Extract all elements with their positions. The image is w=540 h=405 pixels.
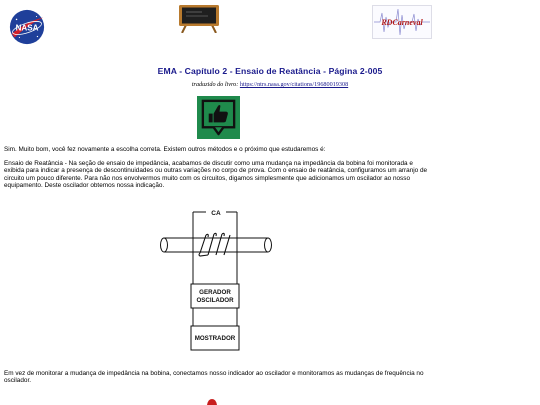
source-line [0, 81, 540, 88]
ca-label: CA [211, 210, 221, 217]
reactance-circuit-diagram [150, 204, 280, 356]
oscillator-box [191, 284, 239, 308]
paragraph-intro: Sim. Muito bom, você fez novamente a escolha correta. Existem outros métodos e o próximo que estudaremos é: [4, 146, 326, 153]
oscillator-label-line2: OSCILADOR [196, 297, 234, 304]
rdcarneval-logo-text: RDCarneval [381, 18, 423, 27]
chalkboard-icon [176, 3, 222, 33]
nasa-logo-icon [8, 8, 46, 46]
source-label: traduzido do livro: [191, 81, 239, 88]
page-title: EMA - Capítulo 2 - Ensaio de Reatância - Página 2-005 [157, 66, 383, 76]
source-link[interactable]: https://ntrs.nasa.gov/citations/19680019308 [239, 81, 349, 88]
coil [199, 233, 230, 256]
paragraph-reactance: Ensaio de Reatância - Na seção de ensaio de impedância, acabamos de discutir como uma mudança na impedância da bobina foi monitorada e exibida para indicar a presença de descontinuidades ou outras variações no corpo de prova. Com o ensaio de reatância, configuramos um arranjo de circuito um pouco diferente. Para não nos envolvermos muito com os circuitos, digamos simplesmente que adicionamos um oscilador ao nosso equipamento. Deste oscilador obtemos nossa indicação. [4, 160, 428, 190]
display-label: MOSTRADOR [194, 335, 236, 342]
bottom-decoration-icon [205, 398, 219, 405]
oscillator-label-line1: GERADOR [199, 289, 231, 296]
paragraph-monitoring: Em vez de monitorar a mudança de impedância na bobina, conectamos nosso indicador ao oscilador e monitoramos as mudanças de frequência no oscilador. [4, 370, 424, 385]
thumbs-up-icon[interactable] [197, 96, 240, 139]
rdcarneval-logo-icon [372, 5, 432, 39]
nasa-logo-text: NASA [15, 23, 39, 33]
